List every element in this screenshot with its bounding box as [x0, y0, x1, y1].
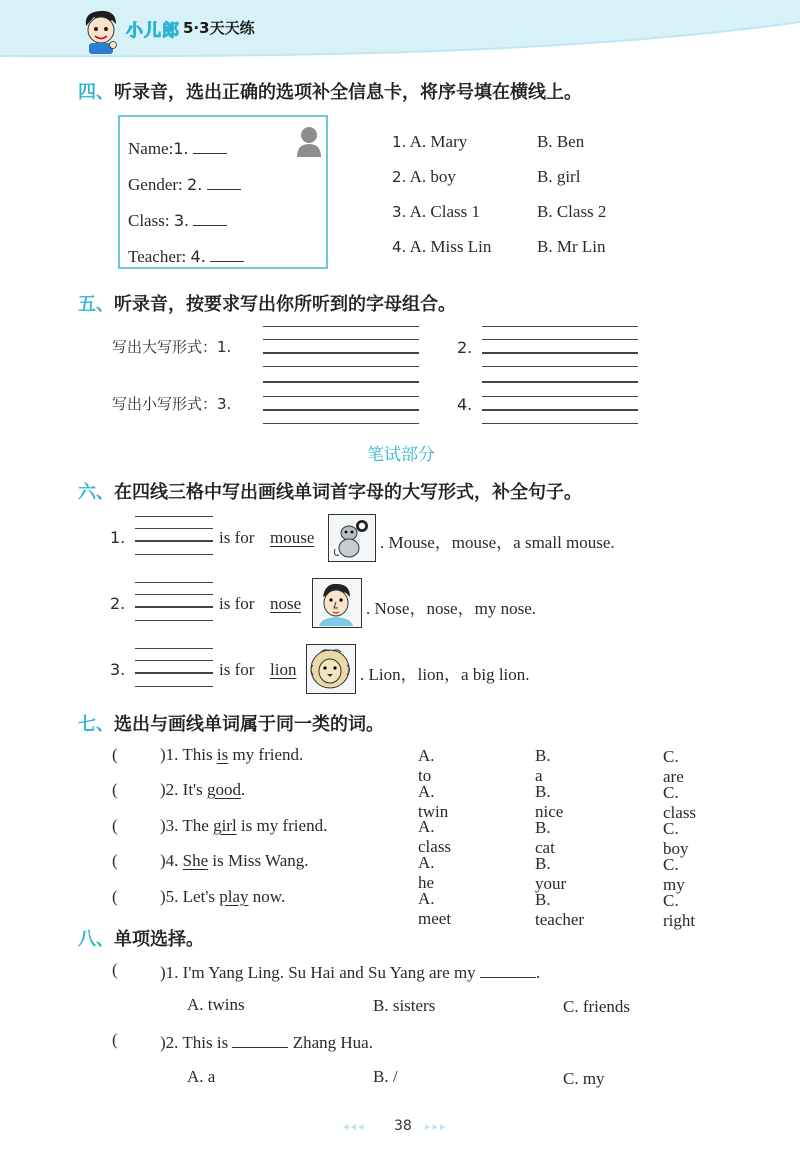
four-line-grid[interactable]	[263, 370, 419, 424]
s7-option-b: B. cat	[535, 818, 555, 857]
info-card	[118, 115, 328, 269]
s8-option-a: A. a	[187, 1067, 216, 1086]
s7-option-b: B. your	[535, 854, 567, 893]
upper-num-2: 2.	[457, 338, 473, 357]
answer-paren[interactable]: (	[112, 816, 118, 835]
answer-paren[interactable]: (	[112, 745, 118, 764]
mascot-icon	[80, 8, 122, 54]
s6-num: 1.	[110, 528, 126, 547]
s7-option-c: C. right	[663, 891, 696, 930]
s7-option-c: C. boy	[663, 819, 689, 858]
answer-paren[interactable]: (	[112, 1030, 118, 1049]
s7-option-c: C. my	[663, 855, 685, 894]
footer-arrows-left: ◂◂◂	[343, 1120, 366, 1133]
card-row-teacher: Teacher: 4.	[128, 245, 244, 267]
s4-option-row: 4. A. Miss Lin	[392, 237, 492, 256]
s7-option-c: C. class	[663, 783, 697, 822]
s7-option-b: B. a	[535, 746, 551, 785]
s7-question: )5. Let's play now.	[160, 887, 286, 906]
s7-option-a: A. meet	[418, 889, 452, 928]
s8-option-c: C. friends	[563, 997, 631, 1016]
s7-question: )4. She is Miss Wang.	[160, 851, 309, 870]
mouse-icon	[328, 514, 376, 562]
answer-paren[interactable]: (	[112, 780, 118, 799]
answer-blank[interactable]	[480, 961, 536, 978]
s7-question: )2. It's good.	[160, 780, 246, 799]
s7-option-a: A. class	[418, 817, 452, 856]
s4-option-b: B. Ben	[537, 132, 585, 151]
s6-sentence-pre: is for	[219, 594, 255, 613]
s7-option-a: A. to	[418, 746, 435, 785]
s7-option-b: B. teacher	[535, 890, 585, 929]
answer-blank[interactable]	[210, 245, 244, 262]
s8-option-c: C. my	[563, 1069, 605, 1088]
lower-label: 写出小写形式：3.	[112, 395, 232, 413]
s6-sentence-post: . Nose，nose，my nose.	[366, 599, 536, 618]
nose-icon	[312, 578, 362, 628]
s7-option-a: A. twin	[418, 782, 449, 821]
s6-sentence-pre: is for	[219, 528, 255, 547]
page-number: 38	[394, 1118, 412, 1134]
series-title: 5·3天天练	[183, 19, 255, 37]
s6-underlined-word: mouse	[270, 528, 315, 547]
s6-sentence-post: . Lion，lion，a big lion.	[360, 665, 530, 684]
section7-heading: 七、选出与画线单词属于同一类的词。	[78, 714, 384, 735]
s6-sentence-pre: is for	[219, 660, 255, 679]
s7-question: )1. This is my friend.	[160, 745, 304, 764]
brand-logo: 小儿郎	[126, 21, 180, 41]
answer-paren[interactable]: (	[112, 960, 118, 979]
lion-icon	[306, 644, 356, 694]
s4-option-b: B. girl	[537, 167, 581, 186]
s8-option-b: B. sisters	[373, 996, 436, 1015]
s4-option-row: 2. A. boy	[392, 167, 456, 186]
written-part-title: 笔试部分	[367, 445, 435, 465]
s8-question: )1. I'm Yang Ling. Su Hai and Su Yang are my .	[160, 963, 541, 982]
card-row-gender: Gender: 2.	[128, 173, 241, 195]
upper-label: 写出大写形式：1.	[112, 338, 232, 356]
section6-heading: 六、在四线三格中写出画线单词首字母的大写形式，补全句子。	[78, 482, 582, 503]
s8-option-a: A. twins	[187, 995, 245, 1014]
answer-blank[interactable]	[232, 1031, 288, 1048]
s7-option-a: A. he	[418, 853, 435, 892]
s4-option-row: 1. A. Mary	[392, 132, 468, 151]
answer-blank[interactable]	[193, 137, 227, 154]
s7-option-c: C. are	[663, 747, 684, 786]
lower-num-4: 4.	[457, 395, 473, 414]
s7-option-b: B. nice	[535, 782, 564, 821]
four-line-grid[interactable]	[135, 648, 213, 688]
s6-num: 2.	[110, 594, 126, 613]
footer-arrows-right: ▸▸▸	[425, 1120, 448, 1133]
card-row-name: Name:1.	[128, 137, 227, 159]
s6-sentence-post: . Mouse，mouse，a small mouse.	[380, 533, 615, 552]
four-line-grid[interactable]	[135, 516, 213, 556]
s8-question: )2. This is Zhang Hua.	[160, 1033, 373, 1052]
s4-option-b: B. Class 2	[537, 202, 607, 221]
four-line-grid[interactable]	[482, 370, 638, 424]
s4-option-row: 3. A. Class 1	[392, 202, 480, 221]
answer-blank[interactable]	[207, 173, 241, 190]
section4-heading: 四、听录音，选出正确的选项补全信息卡，将序号填在横线上。	[78, 82, 582, 103]
s6-num: 3.	[110, 660, 126, 679]
s7-question: )3. The girl is my friend.	[160, 816, 328, 835]
answer-paren[interactable]: (	[112, 851, 118, 870]
four-line-grid[interactable]	[135, 582, 213, 622]
s6-underlined-word: nose	[270, 594, 302, 613]
answer-blank[interactable]	[193, 209, 227, 226]
s8-option-b: B. /	[373, 1067, 398, 1086]
section5-heading: 五、听录音，按要求写出你所听到的字母组合。	[78, 294, 456, 315]
s6-underlined-word: lion	[270, 660, 297, 679]
section8-heading: 八、单项选择。	[78, 929, 204, 950]
answer-paren[interactable]: (	[112, 887, 118, 906]
s4-option-b: B. Mr Lin	[537, 237, 606, 256]
card-row-class: Class: 3.	[128, 209, 227, 231]
avatar-icon	[296, 125, 322, 157]
